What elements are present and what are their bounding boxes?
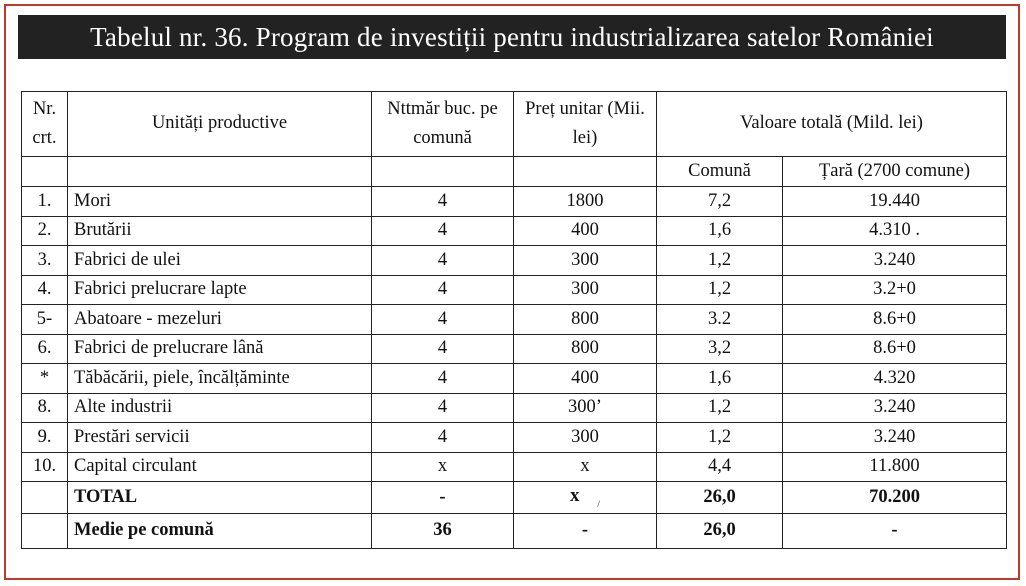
cell-nr: 10. (22, 452, 68, 482)
cell-comuna: 1,2 (657, 393, 783, 423)
average-tara: - (783, 514, 1007, 549)
cell-name: Capital circulant (68, 452, 372, 482)
cell-nr: 2. (22, 216, 68, 246)
cell-qty: 4 (372, 423, 514, 453)
header-comuna: Comună (657, 157, 783, 187)
cell-comuna: 1,6 (657, 216, 783, 246)
cell-name: Fabrici de prelucrare lână (68, 334, 372, 364)
cell-tara: 19.440 (783, 187, 1007, 217)
total-row (22, 482, 1007, 514)
subheader-row (22, 157, 1007, 187)
table-row (22, 216, 1007, 246)
subheader-empty (372, 157, 514, 187)
total-price-mark: / (597, 498, 600, 509)
table-title: Tabelul nr. 36. Program de investiții pentru industrializarea satelor României (18, 15, 1006, 59)
cell-tara: 3.240 (783, 423, 1007, 453)
header-numar: Nttmăr buc. pe comună (372, 92, 514, 157)
cell-nr: 8. (22, 393, 68, 423)
total-price-cell (514, 482, 657, 514)
cell-nr (22, 482, 68, 514)
table-row (22, 246, 1007, 276)
average-label: Medie pe comună (68, 514, 372, 549)
table-row (22, 187, 1007, 217)
cell-price: 300 (514, 246, 657, 276)
header-pret: Preț unitar (Mii. lei) (514, 92, 657, 157)
cell-tara: 11.800 (783, 452, 1007, 482)
header-unitati: Unități productive (68, 92, 372, 157)
cell-comuna: 7,2 (657, 187, 783, 217)
cell-nr: * (22, 364, 68, 394)
cell-qty: 4 (372, 305, 514, 335)
cell-tara: 4.320 (783, 364, 1007, 394)
cell-qty: 4 (372, 334, 514, 364)
table-row (22, 364, 1007, 394)
total-label: TOTAL (68, 482, 372, 514)
cell-comuna: 1,2 (657, 423, 783, 453)
cell-comuna: 3,2 (657, 334, 783, 364)
cell-qty: 4 (372, 364, 514, 394)
header-valoare: Valoare totală (Mild. lei) (657, 92, 1007, 157)
cell-tara: 8.6+0 (783, 334, 1007, 364)
cell-name: Alte industrii (68, 393, 372, 423)
table-row (22, 393, 1007, 423)
average-price: - (514, 514, 657, 549)
cell-price: 300’ (514, 393, 657, 423)
cell-tara: 3.240 (783, 246, 1007, 276)
cell-nr: 6. (22, 334, 68, 364)
cell-name: Brutării (68, 216, 372, 246)
cell-comuna: 3.2 (657, 305, 783, 335)
cell-qty: 4 (372, 275, 514, 305)
cell-price: x (514, 452, 657, 482)
cell-tara: 3.2+0 (783, 275, 1007, 305)
total-tara: 70.200 (783, 482, 1007, 514)
cell-price: 400 (514, 364, 657, 394)
subheader-empty (514, 157, 657, 187)
cell-price: 800 (514, 334, 657, 364)
average-row (22, 514, 1007, 549)
cell-nr: 9. (22, 423, 68, 453)
cell-nr: 3. (22, 246, 68, 276)
total-price: x (570, 485, 580, 506)
cell-name: Fabrici prelucrare lapte (68, 275, 372, 305)
total-comuna: 26,0 (657, 482, 783, 514)
subheader-empty (22, 157, 68, 187)
cell-name: Fabrici de ulei (68, 246, 372, 276)
cell-tara: 8.6+0 (783, 305, 1007, 335)
cell-qty: 4 (372, 187, 514, 217)
cell-tara: 4.310 . (783, 216, 1007, 246)
cell-price: 300 (514, 423, 657, 453)
cell-nr: 1. (22, 187, 68, 217)
cell-qty: 4 (372, 216, 514, 246)
table-row (22, 423, 1007, 453)
table-row (22, 305, 1007, 335)
investment-table (21, 91, 1007, 549)
cell-price: 1800 (514, 187, 657, 217)
cell-name: Prestări servicii (68, 423, 372, 453)
cell-nr: 5- (22, 305, 68, 335)
cell-price: 400 (514, 216, 657, 246)
total-qty: - (372, 482, 514, 514)
cell-price: 300 (514, 275, 657, 305)
cell-price: 800 (514, 305, 657, 335)
header-row (22, 92, 1007, 157)
table-row (22, 275, 1007, 305)
cell-name: Tăbăcării, piele, încălțăminte (68, 364, 372, 394)
cell-comuna: 1,2 (657, 246, 783, 276)
cell-qty: 4 (372, 246, 514, 276)
header-nr: Nr. crt. (22, 92, 68, 157)
cell-comuna: 4,4 (657, 452, 783, 482)
average-qty: 36 (372, 514, 514, 549)
cell-comuna: 1,2 (657, 275, 783, 305)
subheader-empty (68, 157, 372, 187)
cell-nr (22, 514, 68, 549)
cell-name: Mori (68, 187, 372, 217)
cell-comuna: 1,6 (657, 364, 783, 394)
cell-tara: 3.240 (783, 393, 1007, 423)
cell-qty: x (372, 452, 514, 482)
table-row (22, 452, 1007, 482)
cell-qty: 4 (372, 393, 514, 423)
header-tara: Țară (2700 comune) (783, 157, 1007, 187)
cell-nr: 4. (22, 275, 68, 305)
average-comuna: 26,0 (657, 514, 783, 549)
cell-name: Abatoare - mezeluri (68, 305, 372, 335)
table-row (22, 334, 1007, 364)
